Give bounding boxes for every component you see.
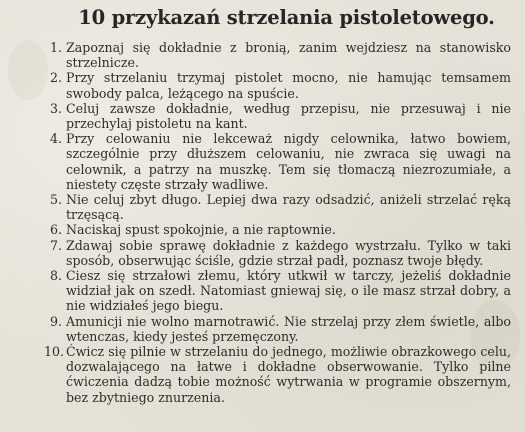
rule-text: Ćwicz się pilnie w strzelaniu do jednego, możliwie obrazkowego celu, dozwalającego na łatwe i dokładne obserwowanie. Tylko pilne ćwiczenia dadzą tobie możność wytrwania w programie obszernym, bez zbytniego znurzenia. [66, 344, 511, 405]
list-item [44, 131, 511, 192]
rule-number: 7. [49, 237, 62, 253]
rule-text: Przy strzelaniu trzymaj pistolet mocno, nie hamując temsamem swobody palca, leżącego na spuście. [66, 70, 511, 101]
rule-number: 2. [49, 70, 62, 86]
rule-number: 8. [49, 268, 62, 284]
list-item [44, 101, 511, 131]
rule-number: 5. [49, 192, 62, 208]
rules-list [44, 40, 511, 405]
rule-text: Zapoznaj się dokładnie z bronią, zanim wejdziesz na stanowisko strzelnicze. [66, 40, 511, 71]
rule-text: Naciskaj spust spokojnie, a nie raptownie. [66, 222, 336, 238]
rule-number: 6. [49, 222, 62, 238]
list-item [44, 238, 511, 268]
list-item [44, 192, 511, 222]
rule-text: Zdawaj sobie sprawę dokładnie z każdego wystrzału. Tylko w taki sposób, obserwując ściśle, gdzie strzał padł, poznasz twoje błędy. [66, 237, 511, 268]
rule-text: Ciesz się strzałowi złemu, który utkwił w tarczy, jeżeliś dokładnie widział jak on szedł. Natomiast gniewaj się, o ile masz strzał dobry, a nie widziałeś jego biegu. [66, 268, 511, 314]
rule-text: Nie celuj zbyt długo. Lepiej dwa razy odsadzić, aniżeli strzelać ręką trzęsącą. [66, 192, 511, 223]
rule-number: 1. [49, 40, 62, 55]
list-item [44, 70, 511, 100]
rule-text: Celuj zawsze dokładnie, według przepisu, nie przesuwaj i nie przechylaj pistoletu na kant. [66, 100, 511, 132]
rule-number: 4. [49, 131, 62, 147]
rule-text: Przy celowaniu nie lekceważ nigdy celownika, łatwo bowiem, szczególnie przy dłuższem celowaniu, nie zwraca się uwagi na celownik, a patrzy na muszkę. Tem się tłomaczą niezrozumiałe, a niestety częste strzały wadliwe. [66, 131, 511, 192]
list-item [44, 344, 511, 405]
list-item [44, 268, 511, 314]
rule-number: 3. [49, 100, 62, 116]
list-item [44, 40, 511, 70]
page-title: 10 przykazań strzelania pistoletowego. [78, 6, 495, 29]
rule-number: 9. [49, 313, 62, 329]
rule-text: Amunicji nie wolno marnotrawić. Nie strzelaj przy złem świetle, albo wtenczas, kiedy jesteś przemęczony. [66, 313, 511, 344]
paper-stain [8, 40, 48, 100]
list-item [44, 222, 511, 237]
list-item [44, 314, 511, 344]
rule-number: 10. [44, 344, 65, 360]
